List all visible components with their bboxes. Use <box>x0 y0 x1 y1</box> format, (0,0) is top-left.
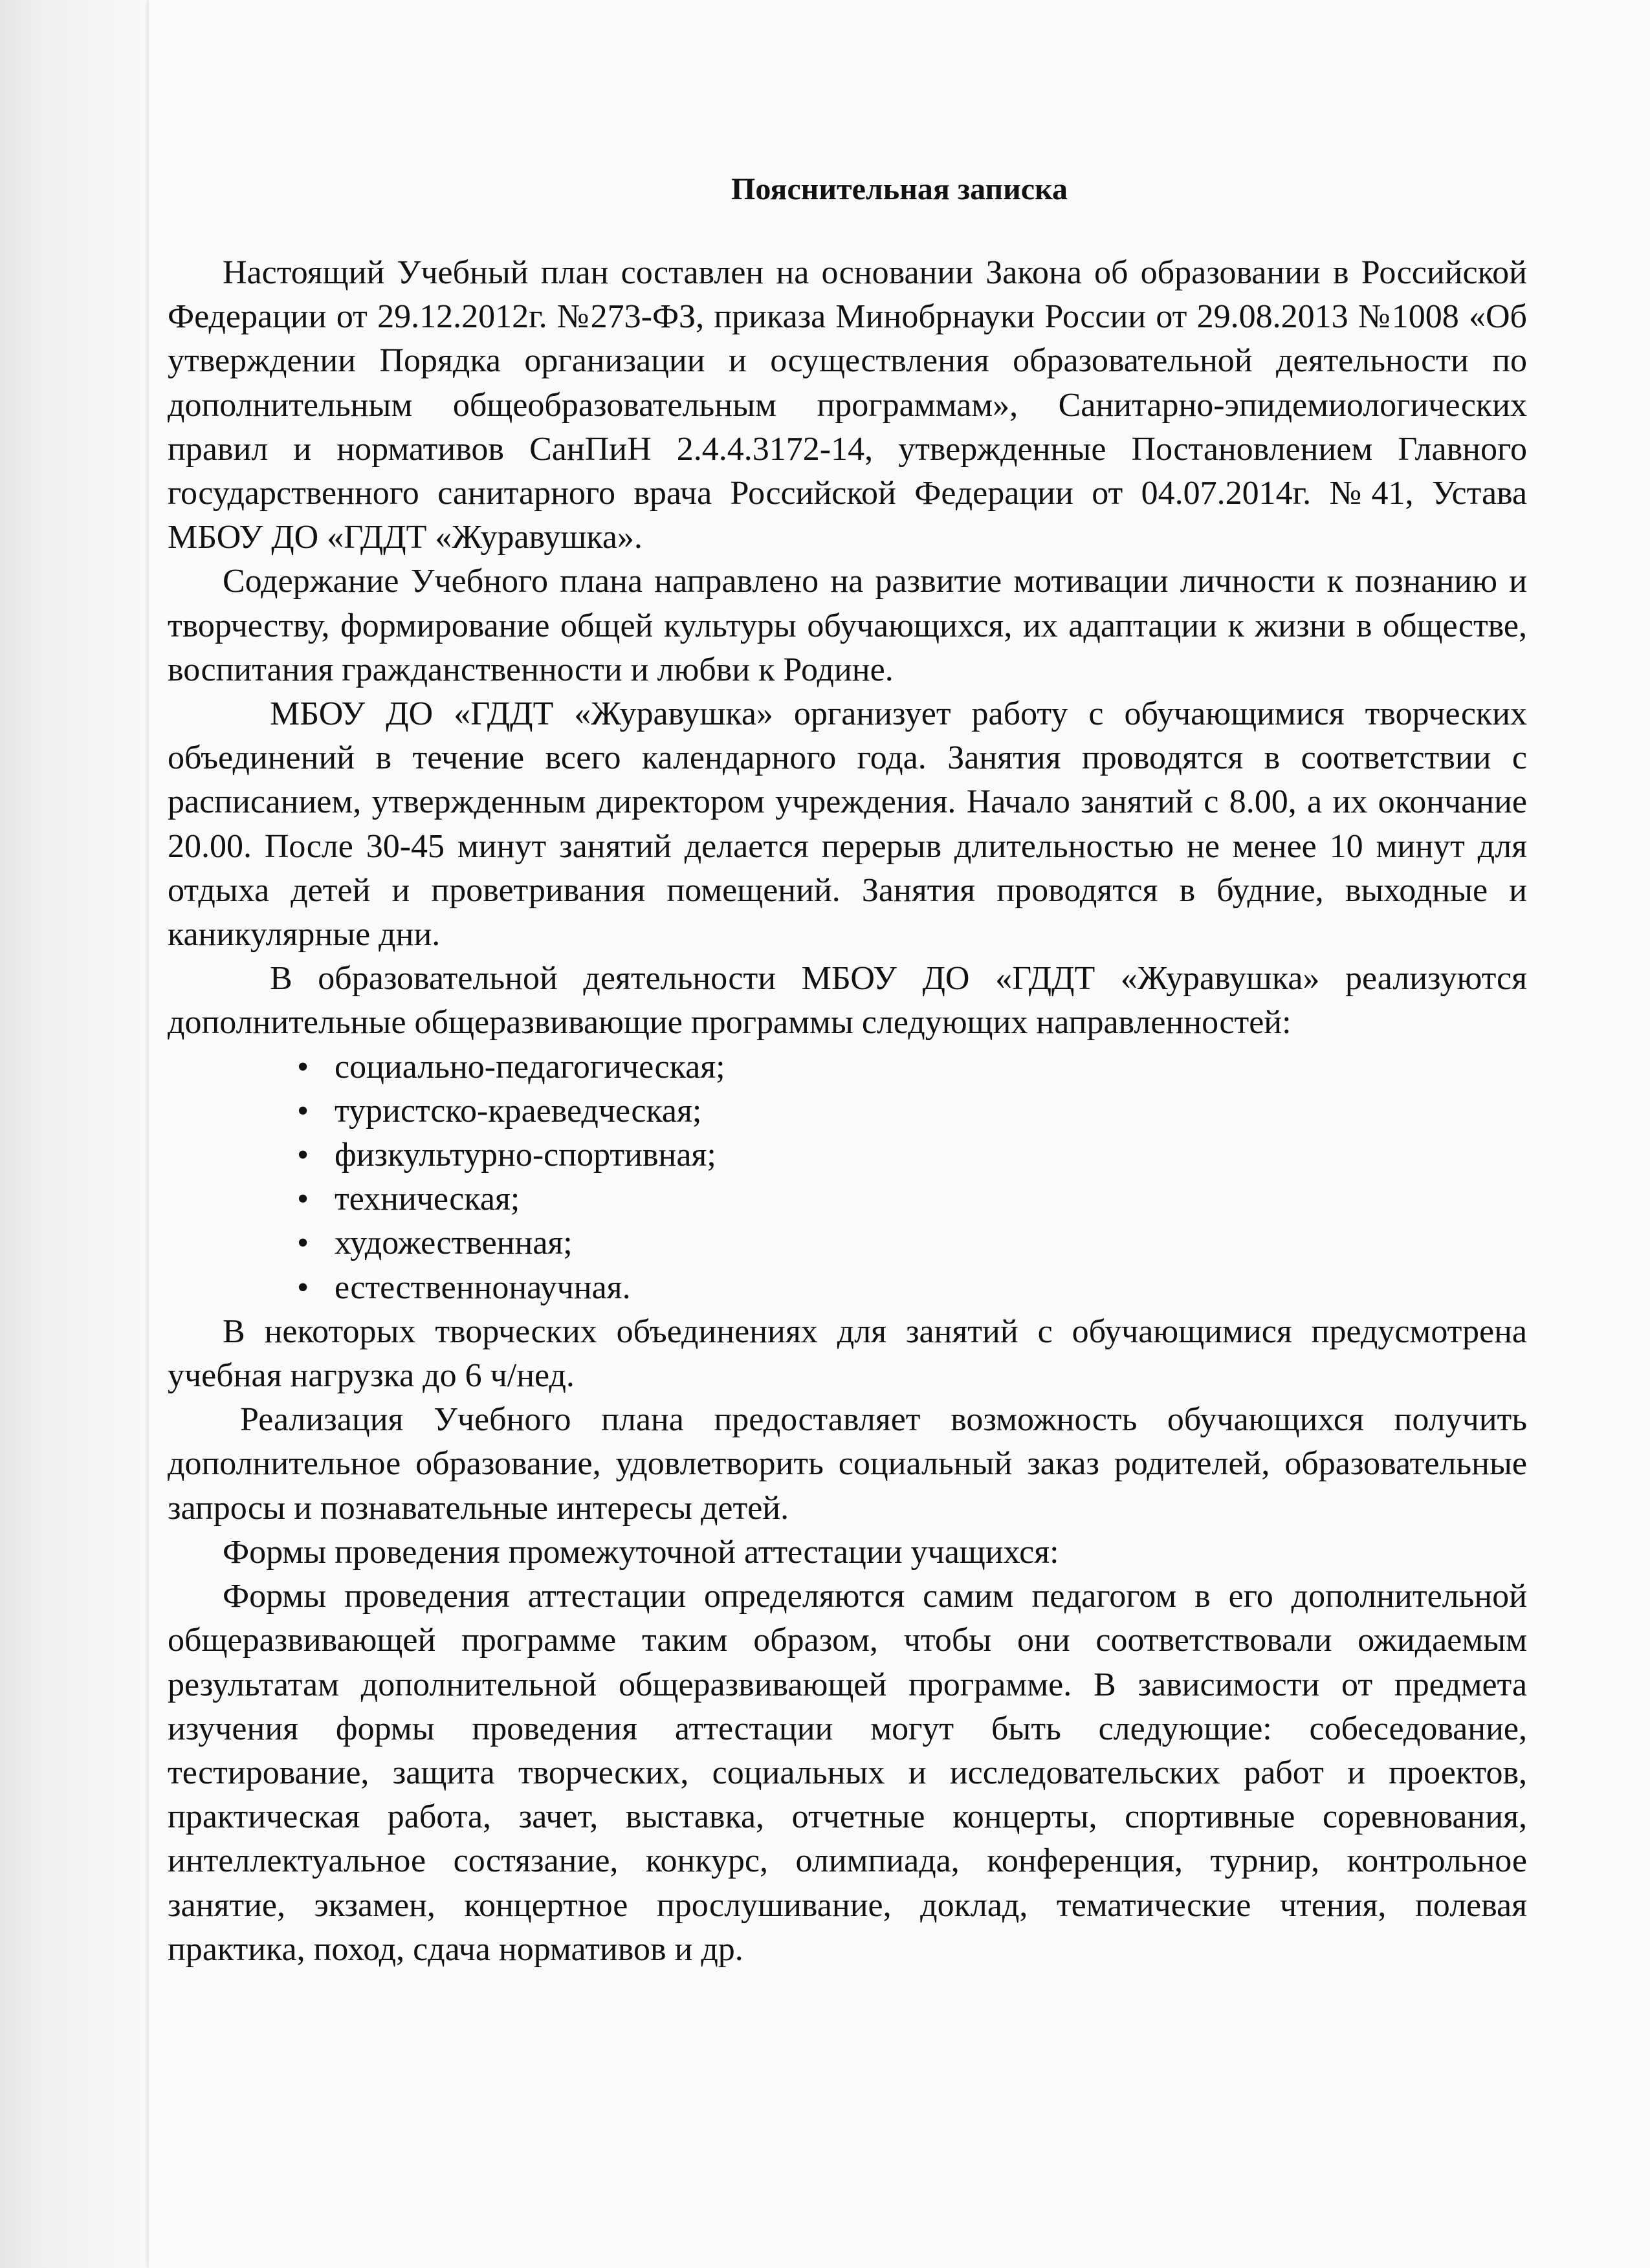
list-item <box>168 1089 1527 1133</box>
bullet-icon: • <box>297 1181 309 1218</box>
bullet-icon: • <box>297 1048 309 1085</box>
paragraph-plan-content: Содержание Учебного плана направлено на развитие мотивации личности к познанию и творчеству, формирование общей культуры обучающихся, их адаптации к жизни в обществе, воспитания гражданственности и любви к Родине. <box>168 563 1527 688</box>
paragraph-program-directions-intro: В образовательной деятельности МБОУ ДО «ГДДТ «Журавушка» реализуются дополнительные общеразвивающие программы следующих направленностей: <box>168 960 1527 1041</box>
bullet-icon: • <box>297 1137 309 1174</box>
bullet-icon: • <box>297 1092 309 1129</box>
document-title: Пояснительная записка <box>731 172 1068 206</box>
document-page <box>149 0 1650 2268</box>
list-item <box>168 1221 1527 1265</box>
scan-margin <box>0 0 149 2268</box>
bullet-icon: • <box>297 1269 309 1306</box>
bullet-icon: • <box>297 1225 309 1262</box>
paragraph-attestation-forms: Формы проведения аттестации определяются самим педагогом в его дополнительной общеразвивающей программе таким образом, чтобы они соответствовали ожидаемым результатам дополнительной общеразвивающей программе. В зависимости от предмета изучения формы проведения аттестации могут быть следующие: собеседование, тестирование, защита творческих, социальных и исследовательских работ и проектов, практическая работа, зачет, выставка, отчетные концерты, спортивные соревнования, интеллектуальное состязание, конкурс, олимпиада, конференция, турнир, контрольное занятие, экзамен, концертное прослушивание, доклад, тематические чтения, полевая практика, поход, сдача нормативов и др. <box>168 1578 1527 1968</box>
list-item-text: физкультурно-спортивная; <box>335 1137 716 1174</box>
paragraph-work-schedule: МБОУ ДО «ГДДТ «Журавушка» организует работу с обучающимися творческих объединений в течение всего календарного года. Занятия проводятся в соответствии с расписанием, утвержденным директором учреждения. Начало занятий с 8.00, а их окончание 20.00. После 30-45 минут занятий делается перерыв длительностью не менее 10 минут для отдыха детей и проветривания помещений. Занятия проводятся в будние, выходные и каникулярные дни. <box>168 695 1527 954</box>
document-body <box>168 251 1527 1972</box>
list-item-text: туристско-краеведческая; <box>335 1092 702 1129</box>
list-item-text: техническая; <box>335 1181 520 1218</box>
list-item-text: художественная; <box>335 1225 573 1262</box>
list-item-text: социально-педагогическая; <box>335 1048 725 1085</box>
directions-list <box>168 1045 1527 1310</box>
list-item <box>168 1045 1527 1089</box>
list-item <box>168 1266 1527 1310</box>
paragraph-legal-basis: Настоящий Учебный план составлен на основании Закона об образовании в Российской Федерации от 29.12.2012г. №273-ФЗ, приказа Минобрнауки России от 29.08.2013 №1008 «Об утверждении Порядка организации и осуществления образовательной деятельности по дополнительным общеобразовательным программам», Санитарно-эпидемиологических правил и нормативов СанПиН 2.4.4.3172-14, утвержденные Постановлением Главного государственного санитарного врача Российской Федерации от 04.07.2014г. №41, Устава МБОУ ДО «ГДДТ «Журавушка». <box>168 254 1527 556</box>
paragraph-attestation-heading: Формы проведения промежуточной аттестации учащихся: <box>223 1533 1059 1571</box>
paragraph-plan-implementation: Реализация Учебного плана предоставляет возможность обучающихся получить дополнительное образование, удовлетворить социальный заказ родителей, образовательные запросы и познавательные интересы детей. <box>168 1401 1527 1527</box>
list-item <box>168 1177 1527 1221</box>
list-item <box>168 1133 1527 1177</box>
list-item-text: естественнонаучная. <box>335 1269 631 1306</box>
paragraph-study-load: В некоторых творческих объединениях для занятий с обучающимися предусмотрена учебная нагрузка до 6 ч/нед. <box>168 1313 1527 1395</box>
